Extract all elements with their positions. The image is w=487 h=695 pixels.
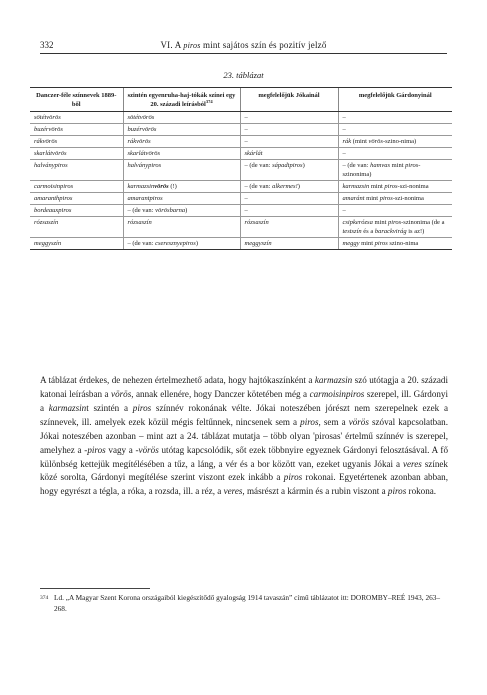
column-header: Danczer-féle színnevek 1889-ből [30, 88, 123, 112]
table-cell: skarlátvörös [30, 148, 123, 160]
table-cell: – (de van: cseresznyepiros) [123, 238, 240, 250]
table-row [30, 148, 452, 160]
table-cell: rákvörös [123, 136, 240, 148]
table-cell: bordeauxpiros [30, 205, 123, 217]
table-cell: karmazsinvörös (!) [123, 181, 240, 193]
table-cell: skárlát [240, 148, 338, 160]
table-cell: amaránt mint piros-szi-nonima [338, 193, 452, 205]
table-cell: – [240, 205, 338, 217]
table-cell: – (de van: vörösbarna) [123, 205, 240, 217]
footnote-rule [40, 588, 150, 589]
table-row [30, 238, 452, 250]
table-cell: – [240, 136, 338, 148]
table-cell: rózsaszín [123, 217, 240, 238]
table-row [30, 160, 452, 181]
color-names-table [30, 87, 452, 250]
column-header: megfelelőjük Jókainál [240, 88, 338, 112]
table-cell: – (de van: sápadtpiros) [240, 160, 338, 181]
table-cell: skarlátvörös [123, 148, 240, 160]
table-cell: rák (mint vörös-szino-nima) [338, 136, 452, 148]
table-cell: sötétvörös [30, 112, 123, 124]
column-header: megfelelőjük Gárdonyinál [338, 88, 452, 112]
table-row [30, 124, 452, 136]
table-cell: – [240, 124, 338, 136]
column-header: szintén egyenruha-haj-tókák színei egy 20. századi leírásból$^{374}$ [123, 88, 240, 112]
table-row [30, 136, 452, 148]
table-cell: sötétvörös [123, 112, 240, 124]
header-rule [40, 53, 447, 54]
table-row [30, 181, 452, 193]
table-cell: buzérvörös [123, 124, 240, 136]
table-cell: rózsaszín [30, 217, 123, 238]
table-cell: halványpiros [123, 160, 240, 181]
table-cell: halványpiros [30, 160, 123, 181]
table-cell: – [240, 112, 338, 124]
table-cell: rózsaszín [240, 217, 338, 238]
footnote-number: 374 [40, 595, 49, 601]
table-cell: – [338, 205, 452, 217]
table-caption: 23. táblázat [223, 70, 264, 80]
table-cell: meggyszín [30, 238, 123, 250]
footnote [40, 593, 448, 614]
body-paragraph: A táblázat érdekes, de nehezen értelmezhető adata, hogy hajtókaszínként a karmazsin szó utótagja a 20. századi katonai leírásban a vörös, annak ellenére, hogy Danczer kötetében még a carmoisinpiros szerepel, ill. Gárdonyi a karmazsint szintén a piros színnév rokonának vélte. Jókai noteszében jórészt nem szerepelnek ezek a színnevek, ill. amelyek ezek közül mégis feltűnnek, nincsenek sem a piros, sem a vörös szóval kapcsolatban. Jókai noteszében azonban – mint azt a 24. táblázat mutatja – több olyan 'pirosas' értelmű színnév is szerepel, amelyhez a -piros vagy a -vörös utótag kapcsolódik, sőt ezek többnyire egyeznek Gárdonyi felosztásával. A fő különbség kettejük megítélésében a tűz, a láng, a vér és a bor között van, ezeket ugyanis Jókai a veres színek közé sorolta, Gárdonyi megítélése szerint viszont ezek inkább a piros rokonai. Egyetértenek azonban abban, hogy egyrészt a tégla, a róka, a rozsda, ill. a réz, a veres, másrészt a kármin és a rubin viszont a piros rokona. [40, 375, 449, 497]
table-cell: csipkerózsa mint piros-szinonima (de a testszín és a barackvirág is az!) [338, 217, 452, 238]
table-row [30, 205, 452, 217]
table-cell: – [240, 193, 338, 205]
footnote-text: Ld. „A Magyar Szent Korona országaiból kiegészítődő gyalogság 1914 tavaszán” című táblázatot itt: DOROMBY–REÉ 1943, 263–268. [54, 593, 441, 613]
running-head-title: VI. A piros mint sajátos szín és pozitív jelző [160, 40, 327, 50]
table-cell: karmazsin mint piros-szi-nonima [338, 181, 452, 193]
table-row [30, 112, 452, 124]
table-cell: – [338, 148, 452, 160]
table-row [30, 217, 452, 238]
table-cell: amarantpiros [123, 193, 240, 205]
table-cell: rákvörös [30, 136, 123, 148]
table-cell: – (de van: alkermes!) [240, 181, 338, 193]
table-header-row [30, 88, 452, 112]
table-cell: – [338, 124, 452, 136]
table-cell: buzérvörös [30, 124, 123, 136]
footnote-ref: 374 [205, 98, 213, 104]
running-header [40, 40, 447, 54]
table-cell: – (de van: hamvas mint piros-szinonima) [338, 160, 452, 181]
table-cell: amaranthpiros [30, 193, 123, 205]
table-row [30, 193, 452, 205]
table-cell: – [338, 112, 452, 124]
table-cell: carmoisinpiros [30, 181, 123, 193]
table-cell: meggy mint piros szino-nima [338, 238, 452, 250]
page-number: 332 [40, 40, 54, 50]
table-cell: meggyszín [240, 238, 338, 250]
